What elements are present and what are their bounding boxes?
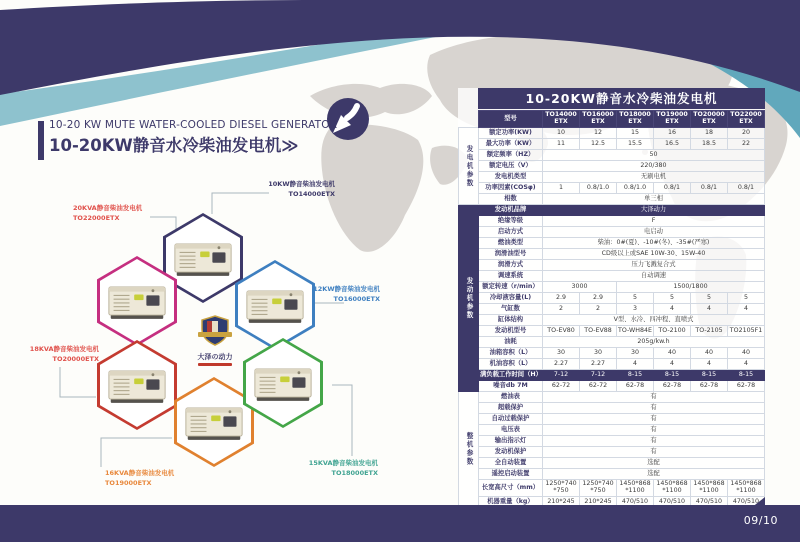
spec-cell: TO-EV80 [543, 326, 580, 337]
spec-row-label: 额定电压（V） [479, 161, 543, 172]
spec-cell: 62-78 [617, 381, 654, 392]
shield-icon [192, 315, 238, 347]
spec-cell: 5 [691, 293, 728, 304]
spec-row [459, 326, 765, 337]
section-title-chinese: 10-20KW静音水冷柴油发电机≫ [49, 136, 299, 155]
spec-row [459, 469, 765, 480]
spec-cell: 自动调速 [543, 271, 765, 282]
title-accent-bar [38, 121, 44, 160]
spec-cell: 8-15 [654, 370, 691, 381]
spec-cell: 1450*868*1100 [617, 480, 654, 497]
group-label: 整机参数 [459, 392, 479, 508]
product-name: 16KVA静音柴油发电机 [105, 469, 175, 477]
product-label [73, 204, 165, 224]
model-column-header: TO19000ETX [654, 111, 691, 128]
model-column-header: TO14000ETX [543, 111, 580, 128]
spec-cell: 210*245 [543, 497, 580, 508]
spec-cell: 2.27 [580, 359, 617, 370]
spec-cell: 30 [543, 348, 580, 359]
spec-row [459, 172, 765, 183]
spec-row [459, 480, 765, 497]
spec-cell: 62-78 [728, 381, 765, 392]
brand-badge-tagline [198, 363, 232, 366]
spec-row-label: 气缸数 [479, 304, 543, 315]
model-column-header: TO18000ETX [617, 111, 654, 128]
spec-row [459, 414, 765, 425]
spec-row-label: 发动机保护 [479, 447, 543, 458]
spec-cell: 1 [543, 183, 580, 194]
spec-row [459, 260, 765, 271]
spec-cell: 470/510 [691, 497, 728, 508]
spec-cell: 电启动 [543, 227, 765, 238]
spec-cell: 4 [617, 359, 654, 370]
product-hex-to19000etx [174, 377, 254, 467]
spec-row [459, 392, 765, 403]
spec-row [459, 447, 765, 458]
product-model: TO14000ETX [288, 189, 335, 198]
corner-cell [459, 111, 479, 128]
spec-row-label: 超载保护 [479, 403, 543, 414]
spec-row-label: 额定转速（r/min） [479, 282, 543, 293]
spec-row-label: 噪音db 7M [479, 381, 543, 392]
spec-row [459, 282, 765, 293]
spec-row-label: 额定频率（HZ） [479, 150, 543, 161]
generator-image [253, 362, 313, 404]
generator-image [184, 401, 244, 443]
spec-row-label: 输出指示灯 [479, 436, 543, 447]
product-model: TO22000ETX [73, 213, 120, 222]
spec-cell: 12.5 [580, 139, 617, 150]
spec-row [459, 359, 765, 370]
spec-cell: 1500/1800 [617, 282, 765, 293]
spec-cell: 30 [617, 348, 654, 359]
spec-cell: 单三相 [543, 194, 765, 205]
product-label [25, 345, 99, 365]
spec-row [459, 161, 765, 172]
spec-cell: 4 [691, 359, 728, 370]
spec-cell: 0.8/1 [728, 183, 765, 194]
spec-row-label: 燃油表 [479, 392, 543, 403]
spec-row [459, 381, 765, 392]
spec-cell: 205g/kw.h [543, 337, 765, 348]
spec-cell: 5 [617, 293, 654, 304]
spec-cell: 22 [728, 139, 765, 150]
spec-cell: 210*245 [580, 497, 617, 508]
spec-table [458, 110, 765, 508]
spec-cell: 8-15 [617, 370, 654, 381]
spec-cell: 4 [654, 304, 691, 315]
generator-image [107, 280, 167, 322]
spec-cell: 有 [543, 392, 765, 403]
spec-row-label: 调速系统 [479, 271, 543, 282]
spec-cell: 62-78 [691, 381, 728, 392]
spec-cell: 3 [617, 304, 654, 315]
spec-cell: 40 [728, 348, 765, 359]
spec-cell: 12 [580, 128, 617, 139]
spec-cell: 1450*868*1100 [654, 480, 691, 497]
spec-cell: 1450*868*1100 [728, 480, 765, 497]
spec-cell: 大泽动力 [543, 205, 765, 216]
spec-cell: 62-72 [543, 381, 580, 392]
spec-cell: 62-78 [654, 381, 691, 392]
spec-cell: 2.9 [543, 293, 580, 304]
spec-cell: 470/510 [617, 497, 654, 508]
spec-row [459, 150, 765, 161]
spec-row [459, 436, 765, 447]
spec-cell: 0.8/1 [654, 183, 691, 194]
spec-cell: 压力飞溅复合式 [543, 260, 765, 271]
spec-table-panel [458, 88, 765, 508]
spec-cell: 220/380 [543, 161, 765, 172]
model-column-header: TO20000ETX [691, 111, 728, 128]
spec-row-label: 油箱容积（L） [479, 348, 543, 359]
model-header-label: 型号 [479, 111, 543, 128]
spec-row [459, 403, 765, 414]
product-label [268, 459, 378, 479]
spec-cell: 5 [654, 293, 691, 304]
spec-cell: 18 [691, 128, 728, 139]
spec-cell: 16 [654, 128, 691, 139]
brand-badge [190, 315, 240, 366]
spec-cell: 7-12 [543, 370, 580, 381]
spec-row-label: 满负载工作时间（H） [479, 370, 543, 381]
footer-band [0, 505, 800, 542]
spec-row-label: 发电机类型 [479, 172, 543, 183]
spec-row [459, 293, 765, 304]
spec-row-label: 电压表 [479, 425, 543, 436]
spec-cell: 18.5 [691, 139, 728, 150]
product-model: TO18000ETX [331, 468, 378, 477]
product-hex-to20000etx [97, 340, 177, 430]
spec-cell: 5 [728, 293, 765, 304]
spec-row [459, 194, 765, 205]
spec-row-label: 自动过载保护 [479, 414, 543, 425]
product-model: TO20000ETX [52, 354, 99, 363]
product-hex-to18000etx [243, 338, 323, 428]
product-hex-to22000etx [97, 256, 177, 346]
spec-cell: 4 [728, 304, 765, 315]
spec-cell: TO-2100 [654, 326, 691, 337]
spec-row-label: 长宽高尺寸（mm） [479, 480, 543, 497]
spec-row [459, 271, 765, 282]
spec-cell: 470/510 [728, 497, 765, 508]
product-name: 20KVA静音柴油发电机 [73, 204, 143, 212]
spec-cell: 40 [654, 348, 691, 359]
spec-row [459, 425, 765, 436]
product-hex-to16000etx [235, 260, 315, 350]
spec-cell: 10 [543, 128, 580, 139]
spec-row [459, 337, 765, 348]
spec-row-label: 燃油类型 [479, 238, 543, 249]
spec-row-label: 绝缘等级 [479, 216, 543, 227]
generator-image [107, 364, 167, 406]
spec-cell: 无刷电机 [543, 172, 765, 183]
spec-row [459, 458, 765, 469]
spec-cell: 1250*740*750 [580, 480, 617, 497]
spec-cell: 有 [543, 447, 765, 458]
spec-row-label: 发动机型号 [479, 326, 543, 337]
spec-cell: TO-EV88 [580, 326, 617, 337]
spec-cell: 有 [543, 436, 765, 447]
spec-cell: TO-2105 [691, 326, 728, 337]
spec-row-label: 最大功率（KW） [479, 139, 543, 150]
spec-cell: 62-72 [580, 381, 617, 392]
spec-cell: 有 [543, 414, 765, 425]
group-label: 发动机参数 [459, 205, 479, 392]
spec-cell: 有 [543, 425, 765, 436]
spec-row [459, 238, 765, 249]
spec-row [459, 249, 765, 260]
spec-row-label: 全自动装置 [479, 458, 543, 469]
product-label [105, 469, 205, 489]
product-label [225, 180, 335, 200]
spec-row-label: 润滑油型号 [479, 249, 543, 260]
spec-row-label: 额定功率(KW) [479, 128, 543, 139]
generator-image [173, 237, 233, 279]
spec-cell: 有 [543, 403, 765, 414]
spec-row-label: 机器重量（kg） [479, 497, 543, 508]
spec-cell: 2.27 [543, 359, 580, 370]
product-label [270, 285, 380, 305]
spec-cell: 0.8/1.0 [580, 183, 617, 194]
spec-row-label: 机油容积（L） [479, 359, 543, 370]
spec-cell: 30 [580, 348, 617, 359]
spec-cell: 1450*868*1100 [691, 480, 728, 497]
spec-cell: 0.8/1.0 [617, 183, 654, 194]
spec-row [459, 370, 765, 381]
spec-cell: 柴油：0#(夏)、-10#(冬)、-35#(严寒) [543, 238, 765, 249]
spec-cell: 20 [728, 128, 765, 139]
model-header-row [459, 111, 765, 128]
spec-cell: 470/510 [654, 497, 691, 508]
spec-table-title: 10-20KW静音水冷柴油发电机 [478, 88, 765, 109]
spec-cell: 选配 [543, 458, 765, 469]
spec-cell: 8-15 [728, 370, 765, 381]
spec-cell: F [543, 216, 765, 227]
product-name: 15KVA静音柴油发电机 [308, 459, 378, 467]
spec-row-label: 启动方式 [479, 227, 543, 238]
spec-cell: 8-15 [691, 370, 728, 381]
spec-row [459, 205, 765, 216]
spec-row [459, 216, 765, 227]
model-column-header: TO16000ETX [580, 111, 617, 128]
product-name: 10KW静音柴油发电机 [268, 180, 335, 188]
spec-cell: 15.5 [617, 139, 654, 150]
section-title-english: 10-20 KW MUTE WATER-COOLED DIESEL GENERATOR [49, 119, 338, 131]
spec-row-label: 遥控启动装置 [479, 469, 543, 480]
spec-cell: 1250*740*750 [543, 480, 580, 497]
spec-row [459, 227, 765, 238]
spec-cell: 4 [728, 359, 765, 370]
spec-row-label: 油耗 [479, 337, 543, 348]
spec-row [459, 183, 765, 194]
product-model: TO19000ETX [105, 478, 152, 487]
spec-cell: 16.5 [654, 139, 691, 150]
spec-cell: 2 [580, 304, 617, 315]
product-name: 12KW静音柴油发电机 [313, 285, 380, 293]
spec-row [459, 315, 765, 326]
model-column-header: TO22000ETX [728, 111, 765, 128]
product-model: TO16000ETX [333, 294, 380, 303]
spec-cell: V型、水冷、四冲程、直喷式 [543, 315, 765, 326]
spec-row [459, 348, 765, 359]
spec-row-label: 润滑方式 [479, 260, 543, 271]
group-label: 发电机参数 [459, 128, 479, 205]
spec-row-label: 冷却液容量(L) [479, 293, 543, 304]
spec-row-label: 发动机品牌 [479, 205, 543, 216]
spec-cell: 11 [543, 139, 580, 150]
spec-row [459, 128, 765, 139]
spec-row-label: 缸体结构 [479, 315, 543, 326]
spec-cell: 0.8/1 [691, 183, 728, 194]
spec-row-label: 相数 [479, 194, 543, 205]
page-number: 09/10 [743, 514, 778, 527]
spec-row-label: 功率因素(COSφ) [479, 183, 543, 194]
spec-row [459, 139, 765, 150]
spec-cell: 2 [543, 304, 580, 315]
spec-row [459, 304, 765, 315]
spec-cell: TO2105F1 [728, 326, 765, 337]
product-name: 18KVA静音柴油发电机 [29, 345, 99, 353]
spec-cell: 4 [691, 304, 728, 315]
spec-cell: TO-WH84E [617, 326, 654, 337]
spec-cell: 选配 [543, 469, 765, 480]
spec-cell: 50 [543, 150, 765, 161]
spec-cell: 7-12 [580, 370, 617, 381]
spec-cell: 3000 [543, 282, 617, 293]
spec-cell: 15 [617, 128, 654, 139]
spec-cell: 4 [654, 359, 691, 370]
spec-cell: 2.9 [580, 293, 617, 304]
brand-badge-text: 大泽の动力 [197, 353, 233, 361]
spec-cell: 40 [691, 348, 728, 359]
section-title-block [38, 119, 337, 156]
spec-cell: CD级以上或SAE 10W-30、15W-40 [543, 249, 765, 260]
